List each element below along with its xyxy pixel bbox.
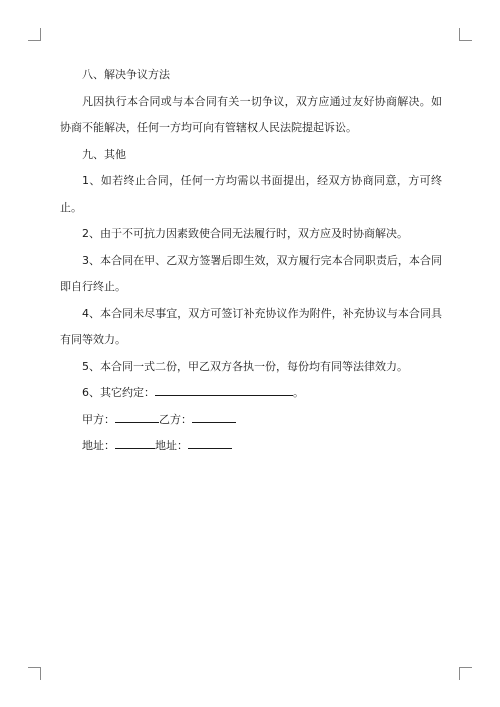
crop-mark-top-right <box>459 28 472 41</box>
address-b-field[interactable] <box>188 437 232 449</box>
address-a-label: 地址： <box>82 439 115 452</box>
section-9-item-1: 1、如若终止合同，任何一方均需以书面提出，经双方协商同意，方可终止。 <box>60 174 442 214</box>
section-9-item-5: 5、本合同一式二份，甲乙双方各执一份，每份均有同等法律效力。 <box>82 359 408 373</box>
section-8-body: 凡因执行本合同或与本合同有关一切争议，双方应通过友好协商解决。如协商不能解决，任何一方均可向有管辖权人民法院提起诉讼。 <box>60 94 442 134</box>
address-a-field[interactable] <box>115 437 155 449</box>
party-b-field[interactable] <box>192 411 236 423</box>
section-9-heading: 九、其他 <box>82 147 126 161</box>
party-a-label: 甲方： <box>82 412 115 426</box>
section-8-heading: 八、解决争议方法 <box>82 68 170 81</box>
address-b-label: 地址： <box>155 439 188 452</box>
party-b-label: 乙方： <box>159 412 192 426</box>
other-terms-label: 6、其它约定： <box>82 386 155 399</box>
crop-mark-bottom-right <box>459 667 472 680</box>
document-body <box>60 62 442 460</box>
section-9-item-2: 2、由于不可抗力因素致使合同无法履行时，双方应及时协商解决。 <box>82 227 408 240</box>
section-9-item-3: 3、本合同在甲、乙双方签署后即生效，双方履行完本合同职责后，本合同即自行终止。 <box>60 253 442 293</box>
crop-mark-top-left <box>28 28 41 41</box>
parties-row <box>60 407 442 434</box>
other-terms-end: 。 <box>293 386 304 399</box>
other-terms-field[interactable] <box>155 384 293 396</box>
other-terms-row <box>60 380 442 407</box>
address-row <box>60 433 442 460</box>
crop-mark-bottom-left <box>28 667 41 680</box>
party-a-field[interactable] <box>115 411 159 423</box>
section-9-item-4: 4、本合同未尽事宜，双方可签订补充协议作为附件，补充协议与本合同具有同等效力。 <box>60 306 442 346</box>
